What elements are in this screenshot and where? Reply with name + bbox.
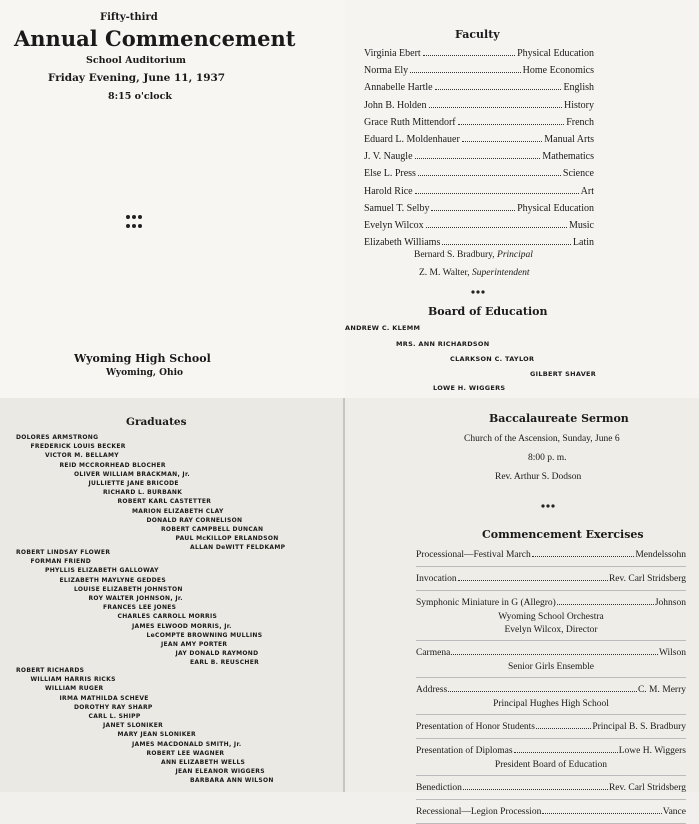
faculty-row (364, 220, 594, 231)
faculty-row (364, 151, 594, 162)
row-divider (416, 590, 686, 591)
board-member: ANDREW C. KLEMM (345, 324, 421, 332)
graduate-name: DOROTHY RAY SHARP (74, 703, 153, 711)
faculty-name: Virginia Ebert (364, 48, 421, 59)
graduate-name: JULLIETTE JANE BRICODE (88, 480, 179, 487)
board-member: LOWE H. WIGGERS (433, 384, 506, 392)
graduate-name: ROBERT LEE WAGNER (146, 749, 225, 757)
graduate-name: JAY DONALD RAYMOND (175, 650, 259, 658)
dot-leader (442, 244, 571, 245)
cover-line1: Fifty-third (100, 12, 158, 23)
program-item (416, 550, 686, 560)
dot-leader (415, 193, 579, 194)
dot-leader (557, 604, 654, 605)
faculty-name: Norma Ely (364, 65, 409, 77)
graduate-name: ELIZABETH MAYLYNE GEDDES (59, 576, 166, 584)
program-panel (345, 398, 699, 792)
program-title: Benediction (416, 783, 462, 793)
graduate-name: IRMA MATHILDA SCHEVE (59, 694, 149, 702)
program-item (416, 722, 686, 732)
row-divider (416, 775, 686, 776)
faculty-heading: Faculty (455, 28, 500, 41)
graduate-name: DOLORES ARMSTRONG (16, 434, 99, 441)
dot-leader (423, 55, 515, 56)
program-performer: Principal B. S. Bradbury (592, 722, 686, 732)
dot-leader (463, 789, 608, 790)
graduate-name: ROBERT RICHARDS (16, 667, 85, 674)
dot-leader (415, 158, 541, 159)
program-performer: Mendelssohn (635, 550, 686, 560)
program-subline: Evelyn Wilcox, Director (504, 625, 598, 635)
dot-leader (536, 728, 591, 729)
graduate-name: JAMES MACDONALD SMITH, Jr. (132, 740, 242, 748)
baccalaureate-place: Church of the Ascension, Sunday, June 6 (464, 434, 620, 444)
dot-leader (435, 89, 562, 90)
baccalaureate-speaker: Rev. Arthur S. Dodson (495, 472, 582, 482)
faculty-subject: Physical Education (517, 48, 594, 59)
faculty-row (364, 237, 594, 248)
row-divider (416, 677, 686, 678)
program-performer: Vance (662, 807, 686, 817)
dot-leader (458, 124, 565, 125)
program-item (416, 574, 686, 584)
school-place: Wyoming, Ohio (106, 368, 183, 378)
program-subline: President Board of Education (494, 760, 608, 770)
faculty-name: John B. Holden (364, 99, 427, 111)
dot-leader (410, 72, 520, 73)
graduate-name: EARL B. REUSCHER (190, 659, 260, 667)
program-item (416, 648, 686, 658)
faculty-name: Grace Ruth Mittendorf (364, 116, 456, 128)
row-divider (416, 640, 686, 641)
faculty-subject: Art (580, 185, 594, 197)
ornament-icon (124, 212, 144, 235)
faculty-subject: Music (569, 220, 594, 231)
program-title: Address (416, 685, 448, 695)
program-title: Processional—Festival March (416, 550, 531, 560)
program-performer: Johnson (654, 598, 686, 608)
graduate-name: WILLIAM RUGER (45, 685, 104, 693)
graduate-name: MARY JEAN SLONIKER (117, 731, 196, 739)
baccalaureate-time: 8:00 p. m. (528, 453, 567, 463)
graduate-name: DONALD RAY CORNELISON (146, 516, 243, 524)
graduate-name: FREDERICK LOUIS BECKER (30, 443, 126, 451)
faculty-name: Annabelle Hartle (364, 82, 433, 94)
graduate-name: REID MCCRORHEAD BLOCHER (59, 461, 166, 469)
baccalaureate-heading: Baccalaureate Sermon (489, 412, 629, 425)
dot-leader (431, 210, 515, 211)
program-performer: C. M. Merry (637, 685, 686, 695)
faculty-name: J. V. Naugle (364, 151, 413, 163)
graduate-name: BARBARA ANN WILSON (190, 777, 274, 785)
faculty-subject: Home Economics (522, 65, 594, 77)
program-title: Presentation of Diplomas (416, 746, 513, 756)
program-item (416, 807, 686, 817)
principal-title: Principal (497, 250, 533, 260)
faculty-subject: History (564, 99, 594, 111)
graduate-name: JEAN AMY PORTER (161, 641, 228, 648)
row-divider (416, 714, 686, 715)
graduate-name: ROBERT CAMPBELL DUNCAN (161, 526, 264, 533)
graduate-name: RICHARD L. BURBANK (103, 489, 183, 497)
graduate-name: LOUISE ELIZABETH JOHNSTON (74, 585, 183, 593)
ornament-icon (540, 502, 556, 513)
cover-time: 8:15 o'clock (108, 91, 172, 102)
dot-leader (514, 752, 618, 753)
faculty-row (364, 134, 594, 145)
faculty-subject: Mathematics (542, 151, 594, 163)
graduate-name: VICTOR M. BELLAMY (45, 452, 119, 460)
faculty-row (364, 117, 594, 128)
faculty-subject: French (566, 116, 594, 128)
program-item (416, 685, 686, 695)
program-performer: Rev. Carl Stridsberg (608, 783, 686, 793)
program-subline: Wyoming School Orchestra (498, 612, 604, 622)
board-member: GILBERT SHAVER (530, 370, 597, 378)
graduate-name: PAUL McKILLOP ERLANDSON (175, 535, 279, 543)
program-title: Symphonic Miniature in G (Allegro) (416, 598, 556, 608)
superintendent-name: Z. M. Walter, (419, 268, 470, 278)
graduate-name: ALLAN DeWITT FELDKAMP (190, 544, 286, 552)
dot-leader (429, 107, 563, 108)
dot-leader (532, 556, 635, 557)
faculty-name: Eduard L. Moldenhauer (364, 134, 460, 145)
graduate-name: ANN ELIZABETH WELLS (161, 759, 246, 766)
graduate-name: PHYLLIS ELIZABETH GALLOWAY (45, 567, 159, 575)
exercises-heading: Commencement Exercises (482, 528, 644, 541)
faculty-panel (345, 0, 699, 398)
program-title: Presentation of Honor Students (416, 722, 536, 732)
cover-date: Friday Evening, June 11, 1937 (48, 72, 226, 84)
faculty-name: Harold Rice (364, 185, 413, 197)
program-subline: Senior Girls Ensemble (507, 662, 594, 672)
graduate-name: ROBERT KARL CASTETTER (117, 498, 212, 506)
faculty-row (364, 48, 594, 59)
graduate-name: LeCOMPTE BROWNING MULLINS (146, 631, 263, 639)
program-item (416, 598, 686, 608)
row-divider (416, 799, 686, 800)
graduate-name: ROBERT LINDSAY FLOWER (16, 549, 111, 556)
faculty-row (364, 65, 594, 76)
graduate-name: JEAN ELEANOR WIGGERS (175, 768, 265, 776)
graduate-name: CHARLES CARROLL MORRIS (117, 613, 218, 621)
dot-leader (418, 175, 561, 176)
cover-title: Annual Commencement (14, 26, 296, 51)
board-member: CLARKSON C. TAYLOR (450, 355, 535, 363)
graduate-name: ROY WALTER JOHNSON, Jr. (88, 595, 183, 602)
graduate-name: CARL L. SHIPP (88, 713, 141, 720)
faculty-row (364, 186, 594, 197)
graduate-name: WILLIAM HARRIS RICKS (30, 676, 116, 684)
row-divider (416, 566, 686, 567)
faculty-name: Evelyn Wilcox (364, 220, 424, 231)
graduate-name: JAMES ELWOOD MORRIS, Jr. (132, 622, 232, 630)
principal-name: Bernard S. Bradbury, (414, 250, 495, 260)
board-heading: Board of Education (428, 305, 548, 318)
superintendent-title: Superintendent (472, 268, 530, 278)
faculty-name: Elizabeth Williams (364, 237, 441, 249)
faculty-row (364, 82, 594, 93)
graduates-heading: Graduates (126, 416, 187, 428)
faculty-subject: English (563, 82, 594, 94)
program-performer: Rev. Carl Stridsberg (608, 574, 686, 584)
ornament-icon (470, 288, 486, 299)
board-member: MRS. ANN RICHARDSON (396, 340, 490, 348)
principal-line (414, 250, 533, 260)
program-performer: Lowe H. Wiggers (618, 746, 686, 756)
program-performer: Wilson (658, 648, 686, 658)
school-name: Wyoming High School (74, 352, 211, 365)
faculty-row (364, 203, 594, 214)
faculty-name: Else L. Press (364, 168, 416, 180)
graduate-name: FORMAN FRIEND (30, 558, 91, 566)
dot-leader (448, 691, 637, 692)
faculty-name: Samuel T. Selby (364, 202, 430, 214)
graduate-name: JANET SLONIKER (103, 722, 164, 730)
faculty-row (364, 100, 594, 111)
graduate-name: MARION ELIZABETH CLAY (132, 507, 224, 515)
program-item (416, 746, 686, 756)
dot-leader (451, 654, 658, 655)
program-title: Invocation (416, 574, 457, 584)
faculty-subject: Latin (572, 237, 594, 249)
faculty-subject: Manual Arts (544, 134, 594, 145)
program-subline: Principal Hughes High School (493, 699, 609, 709)
dot-leader (426, 227, 567, 228)
faculty-subject: Science (562, 168, 594, 180)
cover-location: School Auditorium (86, 55, 186, 66)
dot-leader (462, 141, 542, 142)
dot-leader (542, 813, 661, 814)
graduate-name: FRANCES LEE JONES (103, 604, 177, 612)
row-divider (416, 738, 686, 739)
faculty-row (364, 168, 594, 179)
dot-leader (458, 580, 608, 581)
program-title: Carmena (416, 648, 451, 658)
program-title: Recessional—Legion Procession (416, 807, 542, 817)
page-fold (343, 398, 345, 792)
graduate-name: OLIVER WILLIAM BRACKMAN, Jr. (74, 470, 190, 478)
faculty-subject: Physical Education (517, 202, 594, 214)
superintendent-line (419, 268, 530, 278)
